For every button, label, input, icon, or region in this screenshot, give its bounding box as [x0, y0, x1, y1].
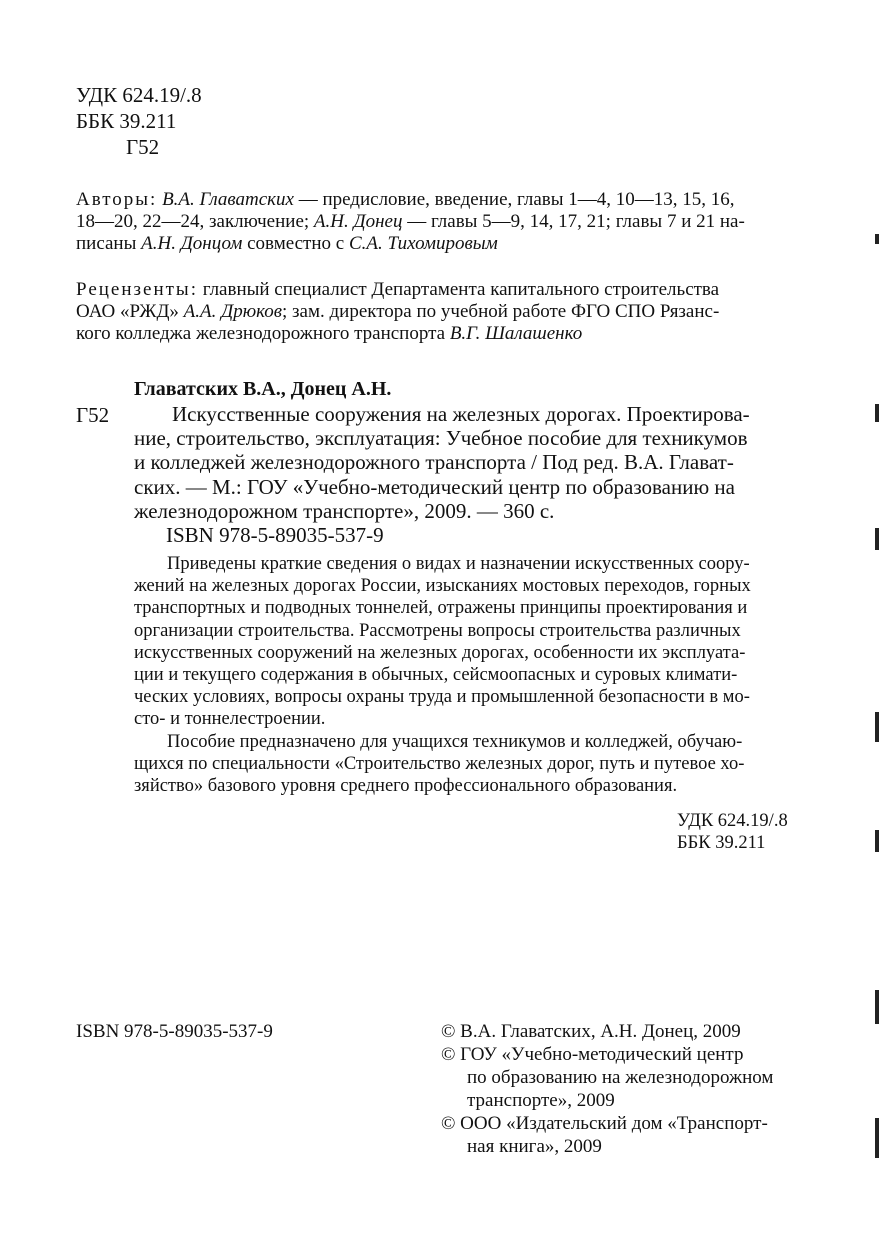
reviewers-section: [76, 279, 719, 345]
abstract-line: сто- и тоннелестроении.: [134, 709, 326, 730]
authors-section: [76, 189, 745, 255]
reviewers-text: ; зам. директора по учебной работе ФГО СПО Рязанс-: [282, 301, 720, 322]
header-classification: [76, 82, 202, 160]
reviewers-line-1: [76, 279, 719, 301]
scan-edge-mark: [875, 404, 879, 422]
abstract-line: жений на железных дорогах России, изысканиях мостовых переходов, горных: [134, 576, 751, 597]
abstract-line: ческих условиях, вопросы охраны труда и промышленной безопасности в мо-: [134, 687, 750, 708]
copyright-line: © В.А. Главатских, А.Н. Донец, 2009: [441, 1021, 741, 1042]
authors-text: — предисловие, введение, главы 1—4, 10—13, 15, 16,: [293, 189, 735, 210]
bbk-code: ББК 39.211: [677, 833, 766, 853]
scan-edge-mark: [875, 234, 879, 244]
scan-edge-mark: [875, 528, 879, 550]
bib-code: Г52: [76, 403, 110, 427]
bbk-code: ББК 39.211: [76, 109, 177, 133]
author-name: В.А. Главатских: [162, 189, 294, 210]
author-mark: Г52: [126, 135, 160, 159]
classification-block: [677, 810, 788, 854]
abstract-line: искусственных сооружений на железных дорогах, особенности их эксплуата-: [134, 642, 746, 663]
abstract-line: транспортных и подводных тоннелей, отражены принципы проектирования и: [134, 598, 748, 619]
abstract-line: организации строительства. Рассмотрены вопросы строительства различных: [134, 620, 741, 641]
copyright-line: ная книга», 2009: [467, 1136, 602, 1157]
reviewers-text: кого колледжа железнодорожного транспорта: [76, 323, 450, 344]
author-name: А.Н. Донец: [313, 211, 403, 232]
abstract-line: ции и текущего содержания в обычных, сейсмоопасных и суровых климати-: [134, 665, 738, 686]
bib-author: Главатских В.А., Донец А.Н.: [134, 378, 392, 400]
authors-text: писаны: [76, 233, 142, 254]
author-name: А.Н. Донцом: [141, 233, 243, 254]
copyright-block: [441, 1020, 773, 1158]
authors-text: — главы 5—9, 14, 17, 21; главы 7 и 21 на-: [402, 211, 745, 232]
authors-text: 18—20, 22—24, заключение;: [76, 211, 314, 232]
bib-line: железнодорожном транспорте», 2009. — 360 с.: [134, 498, 555, 523]
reviewer-name: А.А. Дрюков: [183, 301, 283, 322]
authors-line-3: [76, 233, 745, 255]
bib-line: и колледжей железнодорожного транспорта / Под ред. В.А. Глават-: [134, 450, 734, 475]
reviewers-label: Рецензенты:: [76, 279, 198, 300]
bib-line: ние, строительство, эксплуатация: Учебное пособие для техникумов: [134, 426, 748, 451]
scan-edge-mark: [875, 830, 879, 852]
reviewers-text: ОАО «РЖД»: [76, 301, 184, 322]
bib-isbn: ISBN 978-5-89035-537-9: [166, 523, 384, 547]
reviewers-text: главный специалист Департамента капитального строительства: [197, 279, 720, 300]
udk-code: УДК 624.19/.8: [76, 83, 202, 107]
abstract-line: Приведены краткие сведения о видах и назначении искусственных соору-: [167, 554, 750, 574]
authors-text: совместно с: [242, 233, 349, 254]
scan-edge-mark: [875, 712, 879, 742]
bib-line: ских. — М.: ГОУ «Учебно-методический центр по образованию на: [134, 474, 735, 499]
reviewers-line-2: [76, 301, 719, 323]
abstract: [134, 553, 751, 797]
copyright-line: транспорте», 2009: [467, 1090, 615, 1111]
scan-edge-mark: [875, 990, 879, 1024]
reviewer-name: В.Г. Шалашенко: [449, 323, 583, 344]
bib-line: Искусственные сооружения на железных дорогах. Проектирова-: [172, 402, 750, 426]
authors-line-2: [76, 211, 745, 233]
author-name: С.А. Тихомировым: [348, 233, 498, 254]
abstract-line: щихся по специальности «Строительство железных дорог, путь и путевое хо-: [134, 753, 745, 774]
authors-label: Авторы:: [76, 189, 158, 210]
footer-isbn: ISBN 978-5-89035-537-9: [76, 1021, 273, 1042]
abstract-line: зяйство» базового уровня среднего профессионального образования.: [134, 776, 678, 797]
bib-description: [134, 402, 750, 523]
reviewers-line-3: [76, 323, 719, 345]
abstract-line: Пособие предназначено для учащихся техникумов и колледжей, обучаю-: [167, 731, 743, 752]
scan-edge-mark: [875, 1118, 879, 1158]
copyright-line: по образованию на железнодорожном: [467, 1067, 774, 1088]
udk-code: УДК 624.19/.8: [677, 811, 788, 831]
copyright-line: © ГОУ «Учебно-методический центр: [441, 1044, 744, 1065]
authors-line-1: [76, 189, 745, 211]
copyright-line: © ООО «Издательский дом «Транспорт-: [441, 1113, 768, 1134]
